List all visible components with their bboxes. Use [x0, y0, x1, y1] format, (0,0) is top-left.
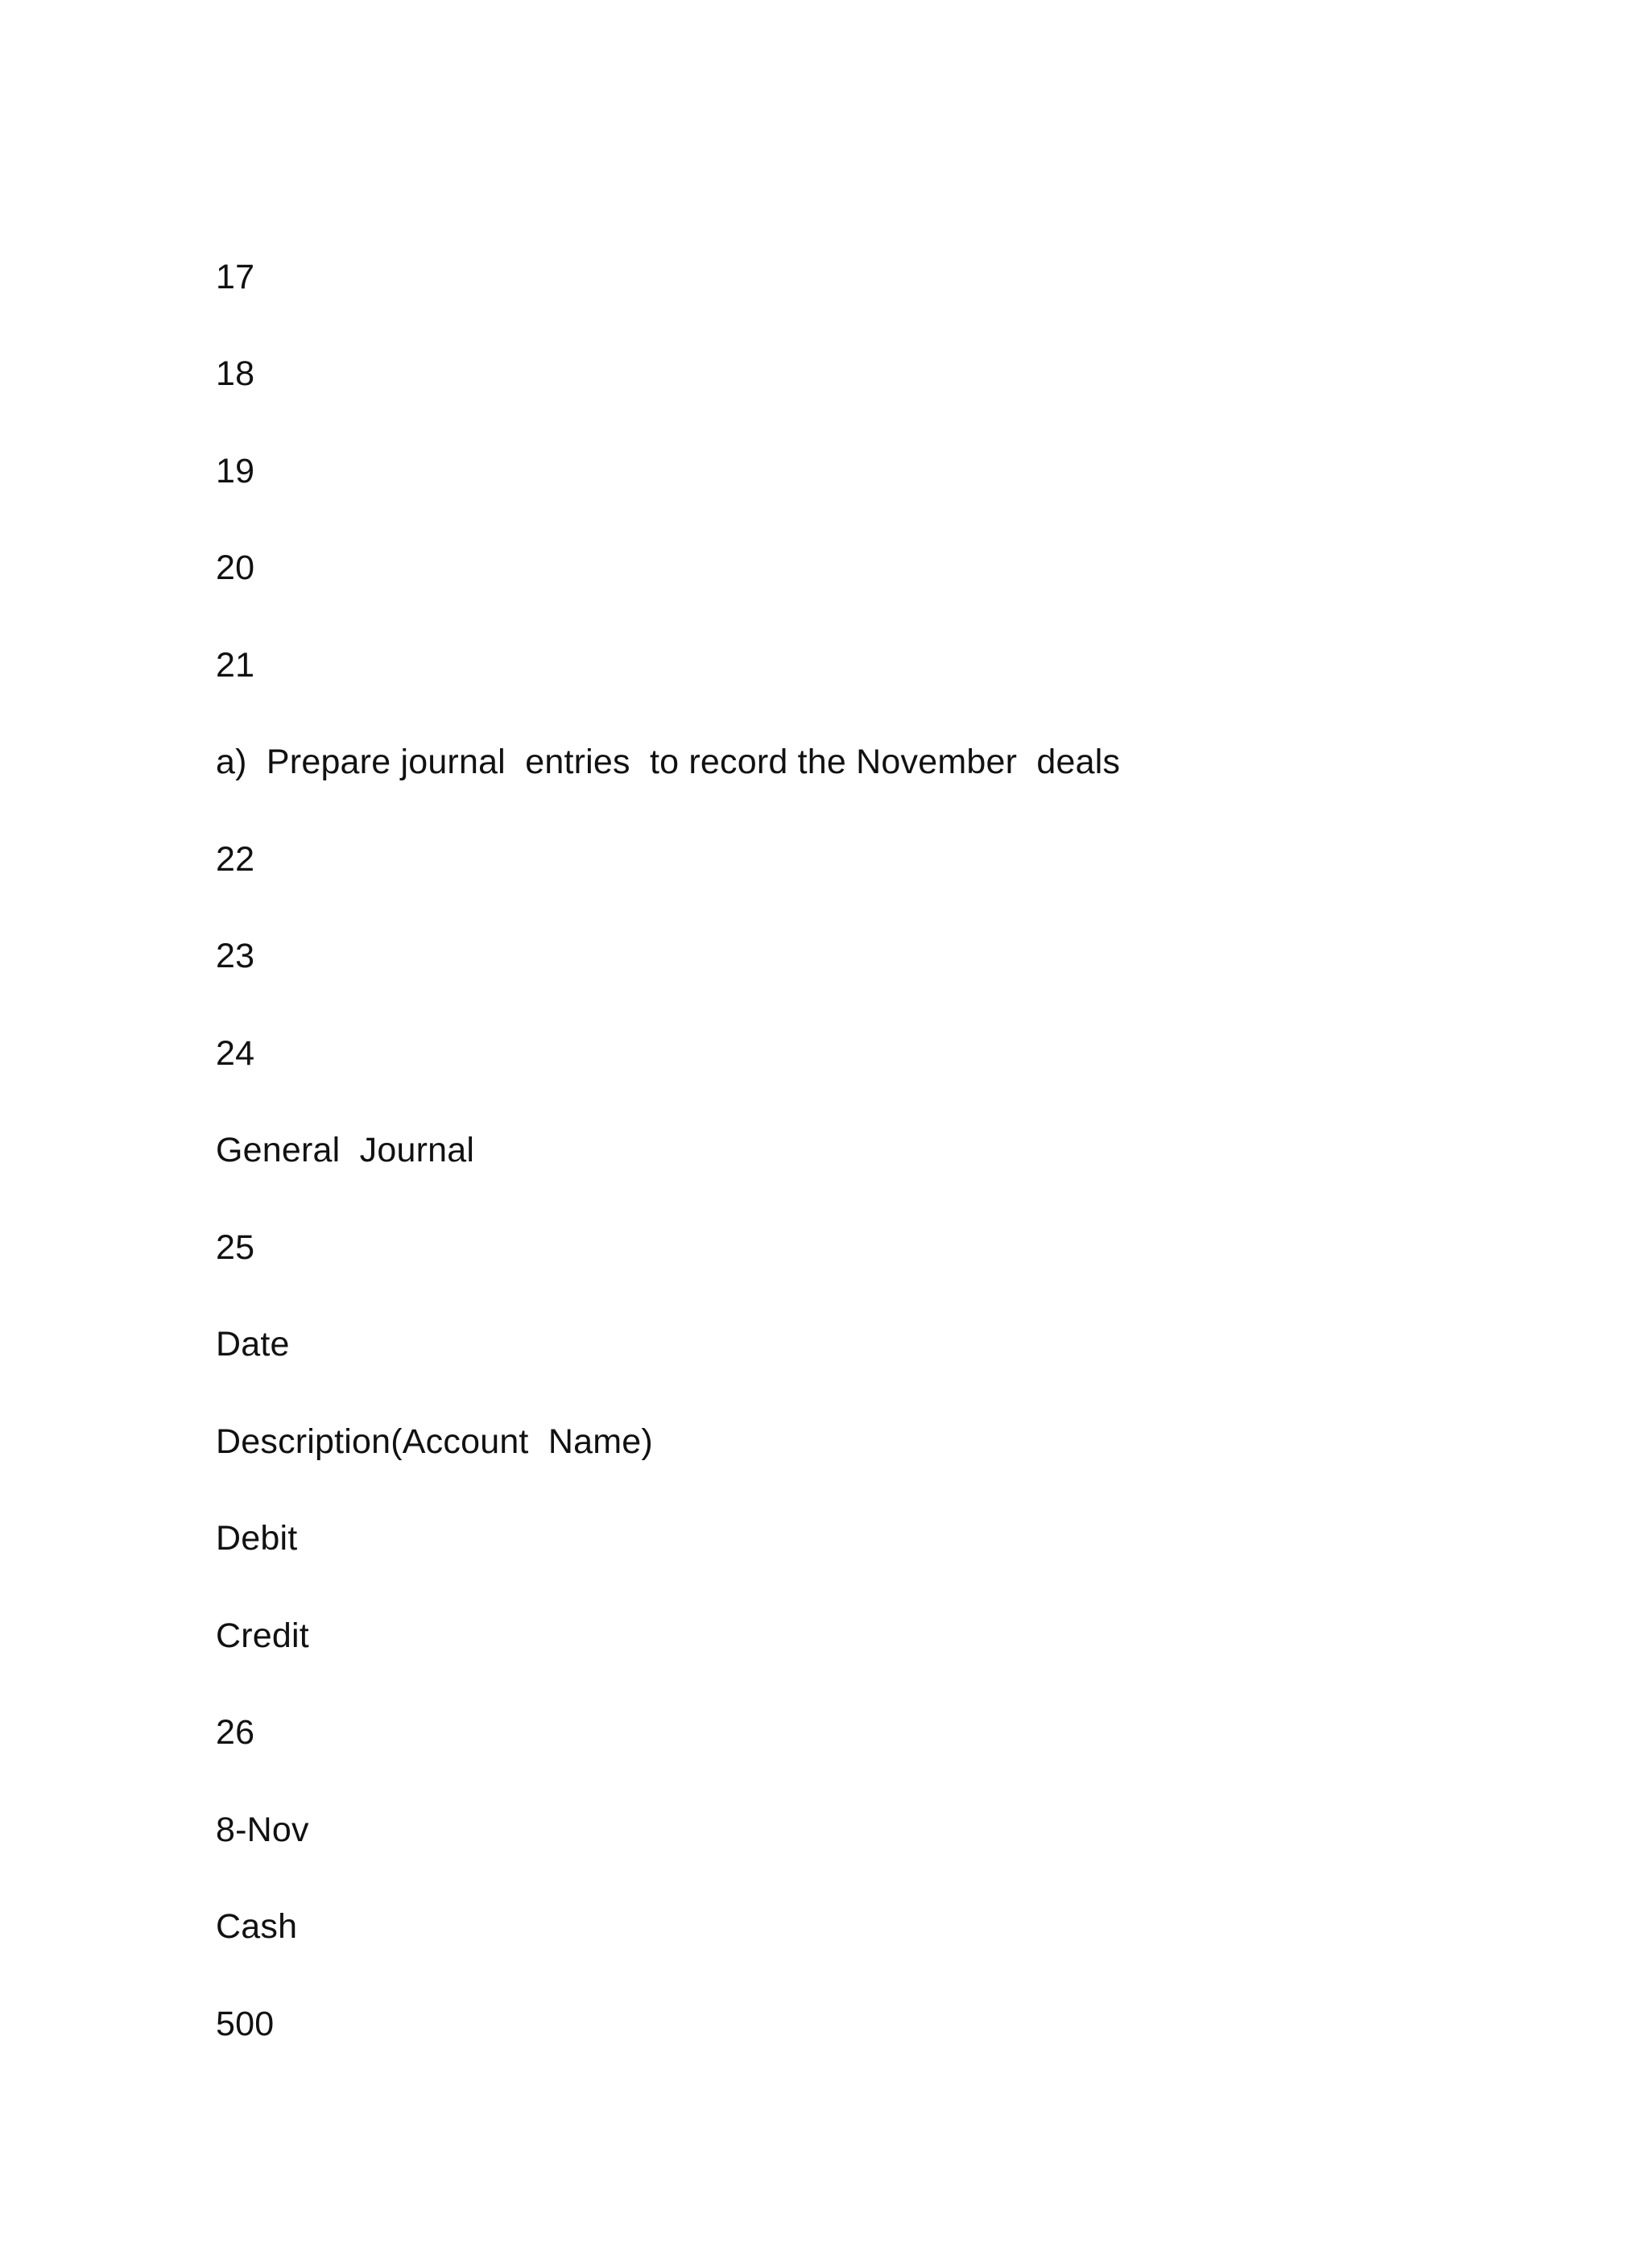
row-number-22: 22: [216, 840, 255, 879]
credit-column-header: Credit: [216, 1616, 309, 1655]
row-number-17: 17: [216, 258, 255, 296]
description-column-header: Description(Account Name): [216, 1422, 653, 1461]
row-number-18: 18: [216, 354, 255, 393]
row-number-19: 19: [216, 452, 255, 490]
row-number-23: 23: [216, 937, 255, 975]
instruction-text: a) Prepare journal entries to record the November deals: [216, 743, 1121, 781]
debit-column-header: Debit: [216, 1519, 298, 1558]
entry-amount: 500: [216, 2005, 275, 2043]
entry-account-name: Cash: [216, 1907, 298, 1946]
entry-date: 8-Nov: [216, 1811, 309, 1849]
row-number-26: 26: [216, 1713, 255, 1752]
row-number-20: 20: [216, 548, 255, 587]
row-number-24: 24: [216, 1034, 255, 1073]
journal-title: General Journal: [216, 1131, 475, 1169]
row-number-21: 21: [216, 646, 255, 685]
date-column-header: Date: [216, 1325, 290, 1364]
row-number-25: 25: [216, 1228, 255, 1267]
